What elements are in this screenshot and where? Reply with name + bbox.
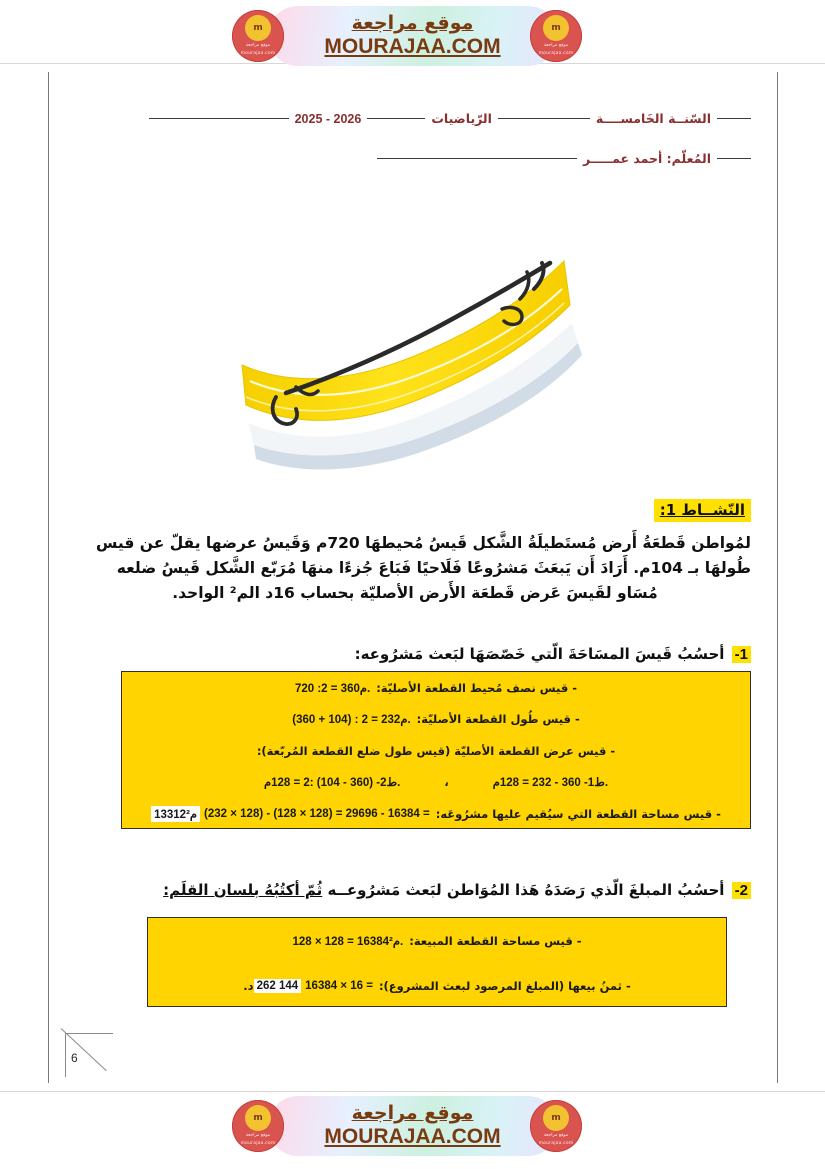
logo-caption-en: mourajaa.com [240,51,276,56]
answer-label: - قيس مساحة القطعة التي سيُقيم عليها مشرُوعَه: [435,806,721,821]
header-row-teacher [91,151,751,179]
answer-calc: 16384 × 16 = [305,979,373,992]
logo-mark-icon: m [543,1105,569,1131]
watermark-title-ar: موقع مراجعة [351,12,474,34]
mourajaa-logo-badge-left [232,10,284,62]
worksheet-page [48,58,778,1088]
answer-label: - قيس طُول القطعة الأصليّة: [416,712,580,727]
answer-row [148,918,726,963]
answer-calc-variant-2: ط2- (360 - 104) :2 = 128م. [263,777,401,790]
logo-caption-ar: موقع مراجعة [245,43,271,49]
question-1 [355,645,751,663]
watermark-banner-top [0,0,825,72]
mourajaa-logo-badge-left [232,1100,284,1152]
question-2-text: أحسُبُ المبلغَ الّذي رَصَدَهُ هَذا المُوَاطن لبَعث مَشرُوعــه [322,881,725,899]
logo-caption-en: mourajaa.com [538,1141,574,1146]
correction-banner-image [234,247,594,479]
page-number: 6 [71,1051,78,1065]
question-1-text: أحسُبُ قَيسَ المسَاحَةَ الّتي خَصّصَهَا لبَعث مَشرُوعه: [354,645,725,663]
answer-result-highlight: 262 144 [254,979,302,993]
answer-calc-variant-1: ط1- 360 - 232 = 128م. [492,777,609,790]
logo-mark-icon: m [245,1105,271,1131]
answer-result-unit: د. [243,978,254,993]
answer-box-2 [147,917,727,1007]
mourajaa-logo-badge-right [530,10,582,62]
logo-caption-ar: موقع مراجعة [245,1133,271,1139]
logo-mark-icon: m [245,15,271,41]
answer-calc: (360 + 104) : 2 = 232م. [292,714,411,727]
watermark-banner-bottom [0,1083,825,1169]
answer-row [122,735,750,767]
header-dash [717,118,751,119]
answer-row-result [148,963,726,1008]
question-2-number: 2- [732,882,751,899]
answer-row [122,672,750,704]
watermark-rule-bottom [0,1091,825,1092]
statement-line-2: طُولهَا بـ 104م. أَرَادَ أَن يَبعَثَ مَشرُوعًا فَلَاحيًا فَبَاعَ جُزءًا منهَا مُرَبّع الشَّكل قَيسُ ضلعه [116,559,751,578]
answer-calc: 720 :2 = 360م. [294,682,371,695]
answer-label: - ثمنُ بيعها (المبلغ المرصود لبعث المشروع): [378,978,631,993]
answer-row-split [122,767,750,799]
question-2-text-underlined: ثُمّ أكتُبُهُ بلسان القلَم: [163,881,323,899]
header-school-year: 2025 - 2026 [294,112,362,126]
answer-separator: ، [444,775,449,790]
header-dash [377,158,577,159]
logo-caption-ar: موقع مراجعة [543,43,569,49]
header-dash [367,118,425,119]
header-subject: الرّياضيات [431,111,492,126]
logo-caption-en: mourajaa.com [538,51,574,56]
answer-row [122,704,750,736]
answer-label: - قيس مساحة القطعة المبيعة: [409,933,582,948]
header-dash [498,118,590,119]
answer-label: - قيس نصف مُحيط القطعة الأصليّة: [376,680,578,695]
mourajaa-logo-badge-right [530,1100,582,1152]
watermark-pill-top [268,6,558,66]
header-grade: السّنــة الخَامســــة [595,111,711,126]
logo-caption-ar: موقع مراجعة [543,1133,569,1139]
answer-row-result [122,798,750,830]
header-dash [717,158,751,159]
question-1-number: 1- [732,646,751,663]
activity-title: النّشــاط 1: [654,499,751,522]
watermark-pill-bottom [268,1096,558,1156]
logo-mark-icon: m [543,15,569,41]
watermark-url: MOURAJAA.COM [324,34,501,58]
header-dash [149,118,289,119]
answer-result-highlight: 13312م² [151,806,200,822]
watermark-url: MOURAJAA.COM [324,1124,501,1148]
statement-line-3: مُسَاو لقَيسَ عَرض قَطعَة الأَرض الأصليّة بحساب 16د الم² الواحد. [172,584,658,603]
answer-label: - قيس عرض القطعة الأصليّة (قيس طول ضلع القطعة المُربّعة): [256,743,616,758]
header-row-grade-subject-year [91,111,751,139]
header-teacher: المُعلّم: أحمد عمـــــر [583,151,711,166]
problem-statement [79,531,751,606]
answer-box-1 [121,671,751,829]
logo-caption-en: mourajaa.com [240,1141,276,1146]
answer-calc: 128 × 128 = 16384م². [292,935,404,948]
worksheet-header [91,111,751,179]
answer-calc: (232 × 128) - (128 × 128) = 29696 - 16384 = [204,807,430,820]
statement-line-1: لمُواطن قَطعَةُ أَرض مُستَطيلَةُ الشَّكل قَيسُ مُحيطهَا 720م وَقَيسُ عرضها يقلّ عن قيس [95,534,751,552]
question-2 [163,881,751,899]
watermark-title-ar: موقع مراجعة [351,1102,474,1124]
